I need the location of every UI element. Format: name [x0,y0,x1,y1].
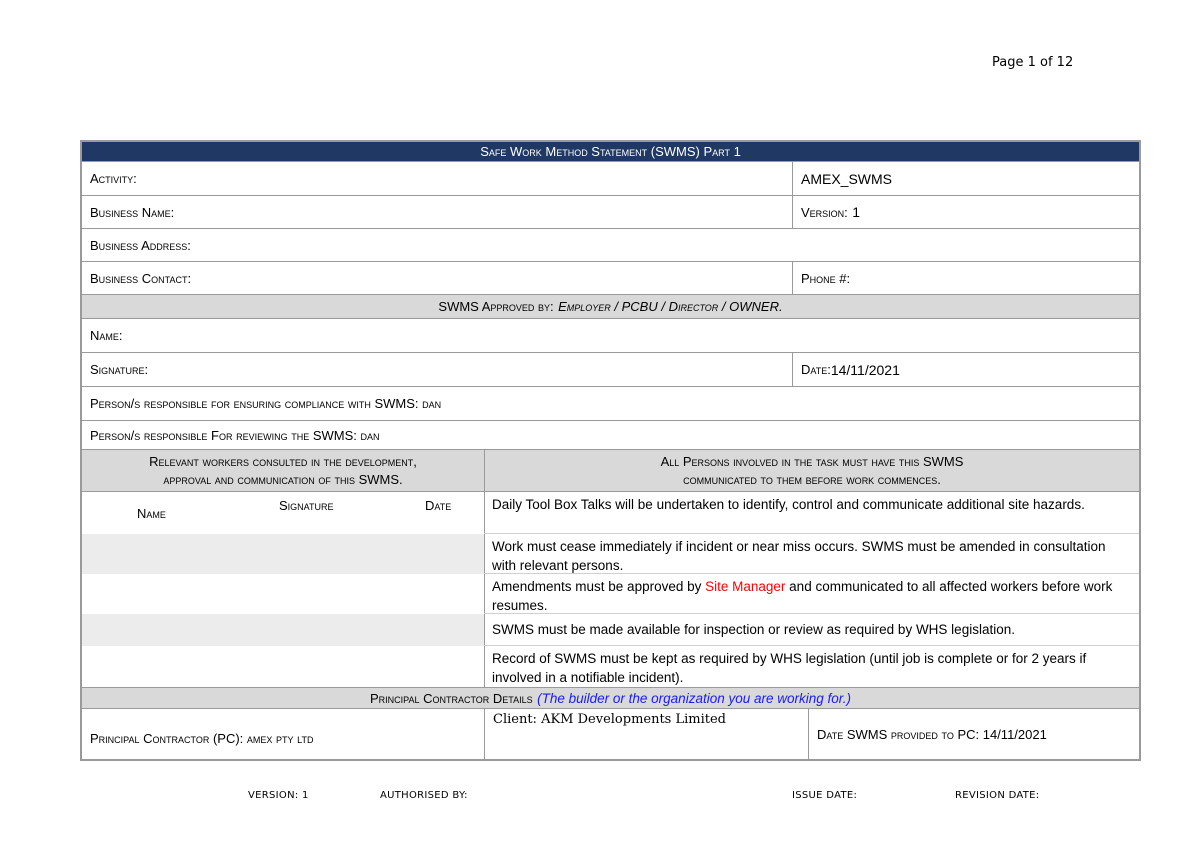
footer-revision-date: REVISION DATE: [955,790,1040,801]
approval-heading-row [82,295,1139,319]
requirement-item: SWMS must be made available for inspection or review as required by WHS legislation. [484,614,1139,646]
version-value: 1 [852,204,861,220]
business-address-row [82,229,1139,262]
col-date: Date [425,498,452,513]
signature-row [82,353,1139,387]
consultation-column-headers [82,492,484,534]
approval-roles: Employer / PCBU / Director / OWNER. [558,299,783,314]
worker-row-2[interactable] [82,574,484,614]
business-name-row [82,196,1139,229]
business-contact-label: Business Contact: [90,270,192,286]
col-name: Name [137,506,166,521]
compliance-row [82,387,1139,421]
footer-issue-date: ISSUE DATE: [792,790,858,801]
signature-label: Signature: [90,362,149,377]
business-address-label: Business Address: [90,237,191,253]
requirement-item: Work must cease immediately if incident or near miss occurs. SWMS must be amended in consultation with relevant persons. [484,534,1139,574]
worker-row-4[interactable] [82,646,484,688]
footer-authorised: AUTHORISED BY: [380,790,468,801]
principal-contractor: Principal Contractor (PC): amex pty ltd [90,730,314,746]
consultation-left-heading-line2: approval and communication of this SWMS. [163,471,403,487]
form-title-row [82,142,1139,162]
date-value: 14/11/2021 [830,361,900,378]
principal-heading-note: (The builder or the organization you are working for.) [537,690,852,706]
reviewing-responsible: Person/s responsible For reviewing the SWMS: dan [90,427,380,443]
version-label: Version: [801,204,848,220]
swms-form [80,140,1141,761]
date-label: Date: [801,362,831,377]
approver-name-label: Name: [90,328,123,343]
phone-label: Phone #: [801,270,851,286]
approval-heading: SWMS Approved by: [438,299,554,314]
consultation-right-heading-line2: communicated to them before work commences. [683,471,941,487]
date-provided: Date SWMS provided to PC: 14/11/2021 [817,726,1047,742]
col-signature: Signature [279,498,334,513]
activity-label: Activity: [90,171,137,186]
form-title: Safe Work Method Statement (SWMS) Part 1 [480,144,741,159]
client-name: Client: AKM Developments Limited [493,712,727,727]
reviewing-row [82,421,1139,450]
requirement-item: Amendments must be approved by Site Manager and communicated to all affected workers before work resumes. [484,574,1139,614]
consultation-left-heading-line1: Relevant workers consulted in the development, [149,453,417,469]
principal-details-row [82,709,1139,759]
consultation-right-heading-line1: All Persons involved in the task must have this SWMS [660,453,964,469]
worker-row-1[interactable] [82,534,484,574]
business-contact-row [82,262,1139,295]
requirement-item: Daily Tool Box Talks will be undertaken to identify, control and communicate additional site hazards. [484,492,1139,534]
activity-row [82,162,1139,196]
site-manager-highlight: Site Manager [705,579,786,594]
activity-value: AMEX_SWMS [801,170,893,187]
compliance-responsible: Person/s responsible for ensuring compliance with SWMS: dan [90,396,442,411]
footer-version: VERSION: 1 [248,790,309,801]
principal-heading-row [82,688,1139,709]
consultation-body [82,492,1139,688]
page-number: Page 1 of 12 [992,55,1074,70]
consultation-heading-row [82,450,1139,492]
requirement-item: Record of SWMS must be kept as required by WHS legislation (until job is complete or for 2 years if involved in a notifiable incident). [492,651,1087,685]
worker-row-3[interactable] [82,614,484,646]
business-name-label: Business Name: [90,204,175,220]
approver-name-row [82,319,1139,353]
principal-heading: Principal Contractor Details [369,690,533,706]
